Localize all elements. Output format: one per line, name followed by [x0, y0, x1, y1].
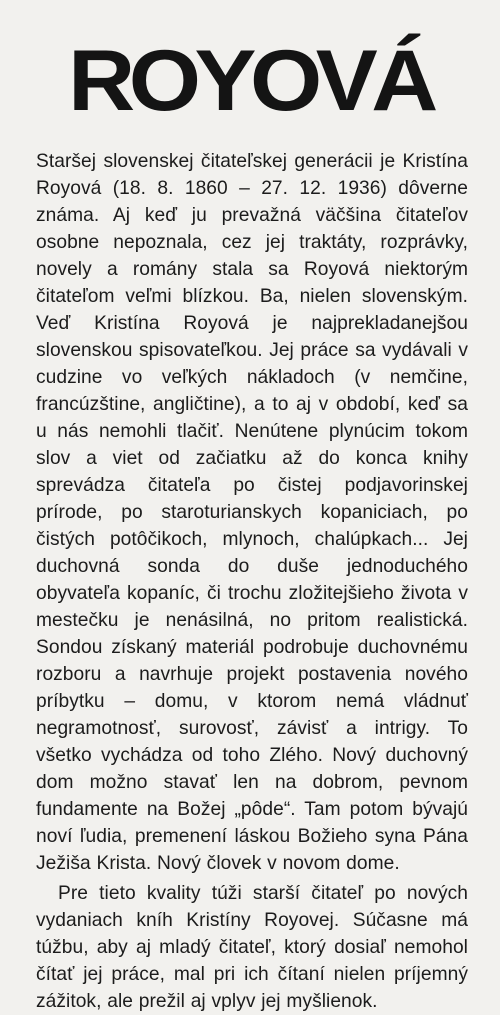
blurb-text	[36, 148, 468, 1015]
blurb-paragraph-1: Staršej slovenskej čitateľskej generácii je Kristína Royová (18. 8. 1860 – 27. 12. 1936) dôverne známa. Aj keď ju prevažná väčšina čitateľov osobne nepoznala, cez jej traktáty, rozprávky, novely a romány stala sa Royová niektorým čitateľom veľmi blízkou. Ba, nielen slovenským. Veď Kristína Royová je najprekladanejšou slovenskou spisovateľkou. Jej práce sa vydávali v cudzine vo veľkých nákladoch (v nemčine, francúzštine, angličtine), a to aj v období, keď sa u nás nemohli tlačiť. Nenútene plynúcim tokom slov a viet od začiatku až do konca knihy sprevádza čitateľa po čistej podjavorinskej prírode, po staroturianskych kopaniciach, po čistých potôčikoch, mlynoch, chalúpkach... Jej duchovná sonda do duše jednoduchého obyvateľa kopaníc, či trochu zložitejšieho života v mestečku je nenásilná, no pritom realistická. Sondou získaný materiál podrobuje duchovnému rozboru a navrhuje projekt postavenia nového príbytku – domu, v ktorom nemá vládnuť negramotnosť, surovosť, závisť a intrigy. To všetko vychádza od toho Zlého. Nový duchovný dom možno stavať len na dobrom, pevnom fundamente na Božej „pôde“. Tam potom bývajú noví ľudia, premenení láskou Božieho syna Pána Ježiša Krista. Nový človek v novom dome.	[36, 151, 468, 874]
author-title: ROYOVÁ	[68, 33, 432, 129]
blurb-paragraph-2: Pre tieto kvality túži starší čitateľ po nových vydaniach kníh Kristíny Royovej. Súčasne má túžbu, aby aj mladý čitateľ, ktorý dosiaľ nemohol čítať jej práce, mal pri ich čítaní nielen príjemný zážitok, ale prežil aj vplyv jej myšlienok.	[36, 883, 468, 1012]
